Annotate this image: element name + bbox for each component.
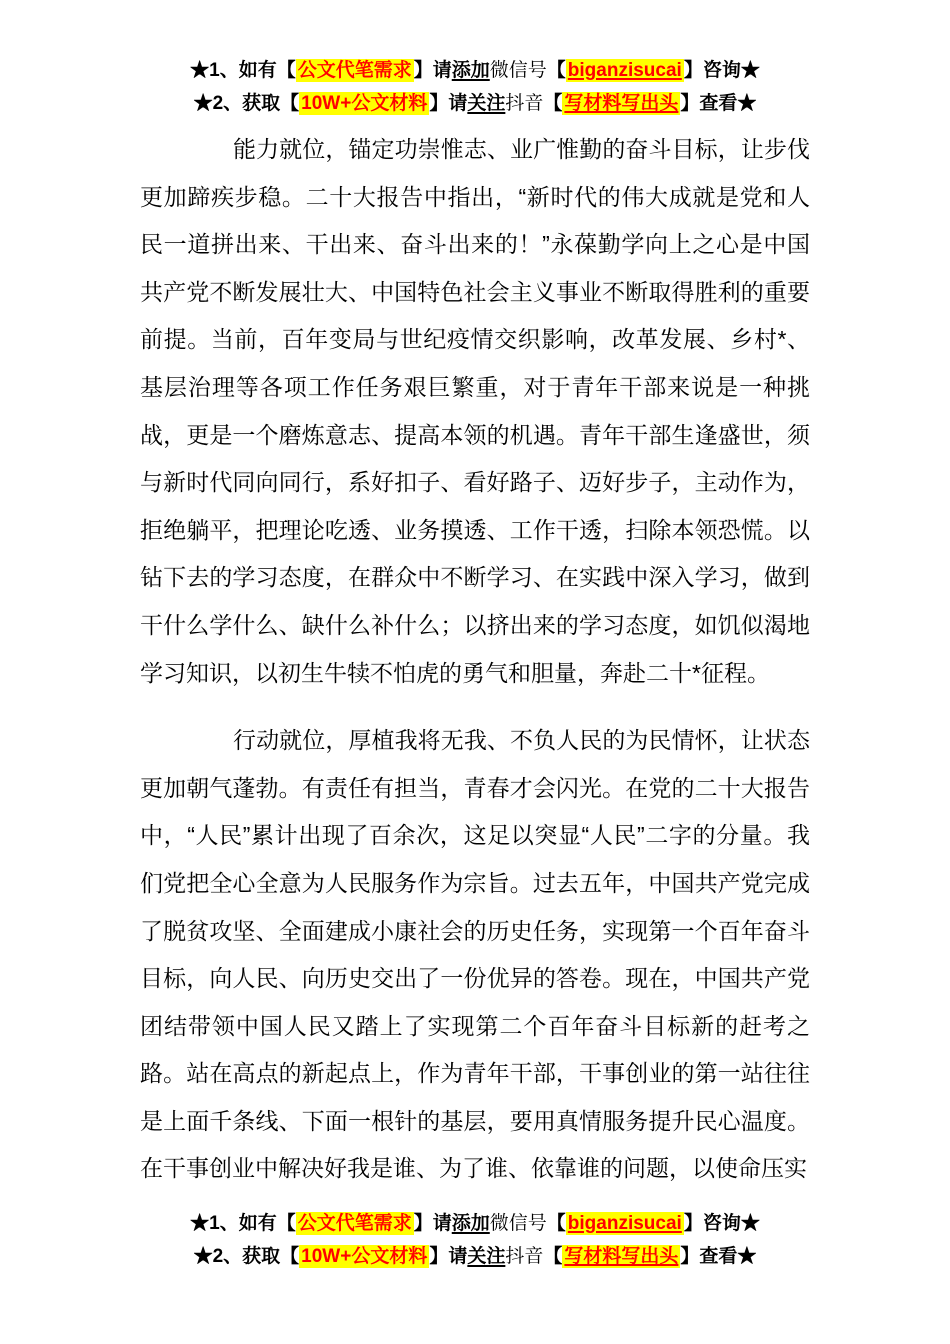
ad1-wechat-id: biganzisucai [567, 60, 682, 81]
ad1-prefix: ★1、如有【 [190, 60, 296, 81]
ad2-bracket-close: 】请 [429, 1246, 468, 1267]
ad2-material-highlight: 10W+公文材料 [301, 93, 428, 114]
ad1-service-highlight: 公文代笔需求 [297, 1213, 412, 1234]
ad1-suffix: 】咨询★ [683, 60, 760, 81]
ad2-douyin-label: 抖音 [505, 1246, 544, 1267]
body-paragraph-2: 行动就位，厚植我将无我、不负人民的为民情怀，让状态更加朝气蓬勃。有责任有担当，青春才会闪光。在党的二十大报告中，“人民”累计出现了百余次，这足以突显“人民”二字的分量。我们党把全心全意为人民服务作为宗旨。过去五年，中国共产党完成了脱贫攻坚、全面建成小康社会的历史任务，实现第一个百年奋斗目标，向人民、向历史交出了一份优异的答卷。现在，中国共产党团结带领中国人民又踏上了实现第二个百年奋斗目标新的赶考之路。站在高点的新起点上，作为青年干部，干事创业的第一站往往是上面千条线、下面一根针的基层，要用真情服务提升民心温度。在干事创业中解决好我是谁、为了谁、依靠谁的问题，以使命压实 [140, 727, 810, 1182]
ad1-bracket-open: 【 [546, 60, 566, 81]
ad1-bracket-open: 【 [546, 1213, 566, 1234]
ad2-follow-action: 关注 [467, 93, 506, 114]
ad1-bracket-close: 】请 [413, 1213, 452, 1234]
body-paragraph-1: 能力就位，锚定功崇惟志、业广惟勤的奋斗目标，让步伐更加蹄疾步稳。二十大报告中指出，“新时代的伟大成就是党和人民一道拼出来、干出来、奋斗出来的！”永葆勤学向上之心是中国共产党不断发展壮大、中国特色社会主义事业不断取得胜利的重要前提。当前，百年变局与世纪疫情交织影响，改革发展、乡村*、基层治理等各项工作任务艰巨繁重，对于青年干部来说是一种挑战，更是一个磨炼意志、提高本领的机遇。青年干部生逢盛世，须与新时代同向同行，系好扣子、看好路子、迈好步子，主动作为，拒绝躺平，把理论吃透、业务摸透、工作干透，扫除本领恐慌。以钻下去的学习态度，在群众中不断学习、在实践中深入学习，做到干什么学什么、缺什么补什么；以挤出来的学习态度，如饥似渴地学习知识，以初生牛犊不怕虎的勇气和胆量，奔赴二十*征程。 [140, 136, 810, 686]
ad2-follow-action: 关注 [467, 1246, 506, 1267]
document-body [140, 126, 810, 1201]
ad2-douyin-name: 写材料写出头 [564, 93, 679, 114]
ad2-bracket-close: 】请 [429, 93, 468, 114]
ad1-wechat-id: biganzisucai [567, 1213, 682, 1234]
ad2-suffix: 】查看★ [680, 1246, 757, 1267]
ad2-bracket-open: 【 [543, 93, 563, 114]
ad-line-2 [0, 1240, 950, 1273]
ad2-douyin-label: 抖音 [505, 93, 544, 114]
ad-line-1 [0, 54, 950, 87]
ad-banner-top [0, 0, 950, 120]
ad1-service-highlight: 公文代笔需求 [297, 60, 412, 81]
ad1-add-action: 添加 [451, 1213, 490, 1234]
ad2-material-highlight: 10W+公文材料 [301, 1246, 428, 1267]
ad2-douyin-name: 写材料写出头 [564, 1246, 679, 1267]
ad1-wechat-label: 微信号 [489, 1213, 547, 1234]
ad-line-2 [0, 87, 950, 120]
ad2-prefix: ★2、获取【 [193, 93, 300, 114]
ad1-suffix: 】咨询★ [683, 1213, 760, 1234]
ad1-add-action: 添加 [451, 60, 490, 81]
ad2-suffix: 】查看★ [680, 93, 757, 114]
ad1-bracket-close: 】请 [413, 60, 452, 81]
ad-line-1 [0, 1207, 950, 1240]
ad2-bracket-open: 【 [543, 1246, 563, 1267]
ad1-wechat-label: 微信号 [489, 60, 547, 81]
ad-banner-bottom [0, 1207, 950, 1273]
ad1-prefix: ★1、如有【 [190, 1213, 296, 1234]
ad2-prefix: ★2、获取【 [193, 1246, 300, 1267]
